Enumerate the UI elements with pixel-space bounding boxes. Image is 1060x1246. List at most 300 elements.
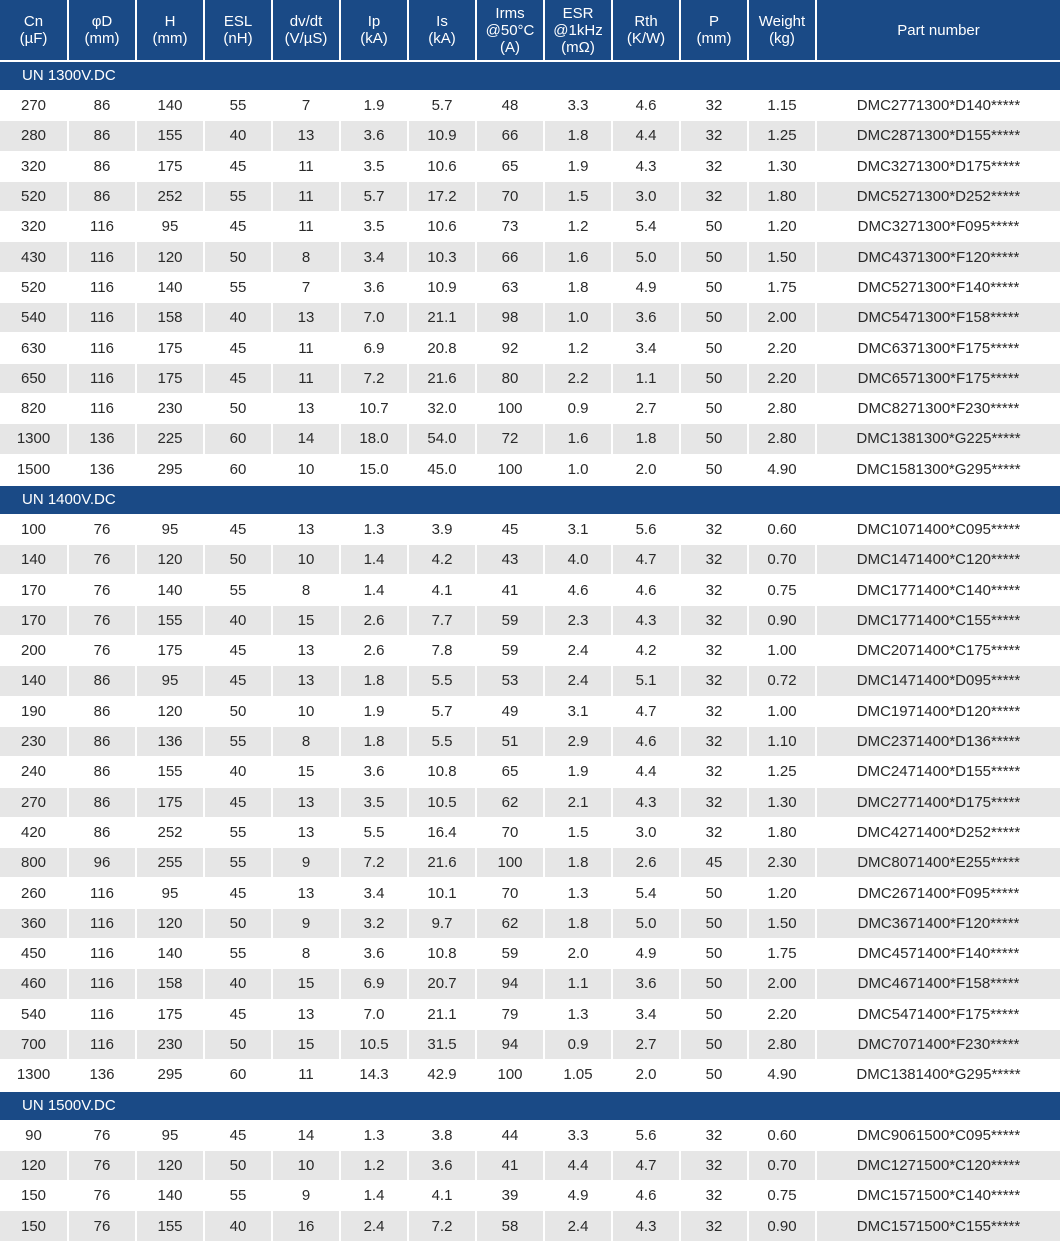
table-cell: 14 xyxy=(273,1120,341,1150)
table-cell: 50 xyxy=(681,968,749,998)
table-cell: 55 xyxy=(205,726,273,756)
table-cell: 10.9 xyxy=(409,272,477,302)
table-cell: 44 xyxy=(477,1120,545,1150)
table-cell: 800 xyxy=(0,847,69,877)
table-cell: 45 xyxy=(205,332,273,362)
table-cell: 1.5 xyxy=(545,817,613,847)
table-cell: 155 xyxy=(137,120,205,150)
table-cell: 116 xyxy=(69,999,137,1029)
table-cell: 4.3 xyxy=(613,787,681,817)
table-cell: 252 xyxy=(137,817,205,847)
table-cell: 1.4 xyxy=(341,574,409,604)
part-number-cell: DMC2471400*D155***** xyxy=(817,756,1060,786)
table-cell: 116 xyxy=(69,272,137,302)
table-cell: 80 xyxy=(477,363,545,393)
table-cell: 45 xyxy=(477,514,545,544)
table-cell: 92 xyxy=(477,332,545,362)
table-cell: 2.7 xyxy=(613,1029,681,1059)
table-cell: 1.9 xyxy=(341,90,409,120)
table-cell: 5.7 xyxy=(341,181,409,211)
table-cell: 10.6 xyxy=(409,151,477,181)
table-cell: 1.3 xyxy=(545,877,613,907)
table-cell: 3.3 xyxy=(545,90,613,120)
table-cell: 9 xyxy=(273,908,341,938)
table-cell: 116 xyxy=(69,908,137,938)
part-number-cell: DMC2871300*D155***** xyxy=(817,120,1060,150)
table-cell: 1.9 xyxy=(545,756,613,786)
table-cell: 50 xyxy=(681,211,749,241)
table-cell: 4.90 xyxy=(749,454,817,484)
table-cell: 2.2 xyxy=(545,363,613,393)
table-cell: 10.8 xyxy=(409,938,477,968)
table-cell: 0.75 xyxy=(749,574,817,604)
table-cell: 116 xyxy=(69,393,137,423)
table-cell: 2.00 xyxy=(749,968,817,998)
table-cell: 21.6 xyxy=(409,847,477,877)
table-cell: 136 xyxy=(69,454,137,484)
table-cell: 55 xyxy=(205,1180,273,1210)
table-cell: 76 xyxy=(69,544,137,574)
column-header: Part number xyxy=(817,0,1060,60)
table-cell: 0.60 xyxy=(749,514,817,544)
table-cell: 40 xyxy=(205,1210,273,1240)
table-cell: 11 xyxy=(273,1059,341,1089)
table-cell: 45 xyxy=(205,363,273,393)
table-cell: 8 xyxy=(273,938,341,968)
table-cell: 5.4 xyxy=(613,877,681,907)
table-cell: 32 xyxy=(681,726,749,756)
table-cell: 1.4 xyxy=(341,1180,409,1210)
table-cell: 76 xyxy=(69,605,137,635)
column-header: Weight (kg) xyxy=(749,0,817,60)
table-cell: 11 xyxy=(273,363,341,393)
table-cell: 4.9 xyxy=(613,938,681,968)
table-cell: 4.2 xyxy=(613,635,681,665)
table-cell: 8 xyxy=(273,726,341,756)
part-number-cell: DMC1771400*C155***** xyxy=(817,605,1060,635)
table-cell: 2.3 xyxy=(545,605,613,635)
table-cell: 230 xyxy=(0,726,69,756)
table-cell: 3.9 xyxy=(409,514,477,544)
table-cell: 3.5 xyxy=(341,151,409,181)
part-number-cell: DMC6571300*F175***** xyxy=(817,363,1060,393)
part-number-cell: DMC5471400*F175***** xyxy=(817,999,1060,1029)
table-cell: 175 xyxy=(137,332,205,362)
table-cell: 5.6 xyxy=(613,1120,681,1150)
table-cell: 3.4 xyxy=(613,999,681,1029)
table-cell: 3.1 xyxy=(545,696,613,726)
table-cell: 95 xyxy=(137,514,205,544)
part-number-cell: DMC7071400*F230***** xyxy=(817,1029,1060,1059)
table-cell: 54.0 xyxy=(409,423,477,453)
table-cell: 4.4 xyxy=(613,120,681,150)
table-cell: 11 xyxy=(273,211,341,241)
table-cell: 32 xyxy=(681,665,749,695)
table-cell: 4.1 xyxy=(409,574,477,604)
table-cell: 2.20 xyxy=(749,363,817,393)
table-cell: 6.9 xyxy=(341,968,409,998)
table-cell: 45 xyxy=(205,635,273,665)
table-cell: 55 xyxy=(205,574,273,604)
table-cell: 7.0 xyxy=(341,302,409,332)
table-cell: 65 xyxy=(477,756,545,786)
table-cell: 10.3 xyxy=(409,241,477,271)
table-cell: 230 xyxy=(137,393,205,423)
table-cell: 76 xyxy=(69,574,137,604)
table-cell: 3.3 xyxy=(545,1120,613,1150)
table-cell: 155 xyxy=(137,1210,205,1240)
table-cell: 55 xyxy=(205,938,273,968)
table-cell: 45 xyxy=(205,514,273,544)
table-cell: 10.5 xyxy=(409,787,477,817)
table-cell: 49 xyxy=(477,696,545,726)
table-cell: 1.5 xyxy=(545,181,613,211)
table-cell: 79 xyxy=(477,999,545,1029)
table-cell: 72 xyxy=(477,423,545,453)
table-cell: 4.9 xyxy=(613,272,681,302)
table-cell: 240 xyxy=(0,756,69,786)
column-header: Irms @50°C (A) xyxy=(477,0,545,60)
table-cell: 175 xyxy=(137,363,205,393)
table-cell: 40 xyxy=(205,120,273,150)
part-number-cell: DMC1471400*C120***** xyxy=(817,544,1060,574)
table-cell: 7.0 xyxy=(341,999,409,1029)
table-cell: 116 xyxy=(69,332,137,362)
table-cell: 45 xyxy=(205,211,273,241)
part-number-cell: DMC1971400*D120***** xyxy=(817,696,1060,726)
table-cell: 2.6 xyxy=(613,847,681,877)
table-cell: 2.0 xyxy=(613,454,681,484)
table-cell: 60 xyxy=(205,454,273,484)
table-cell: 32 xyxy=(681,1210,749,1240)
table-cell: 0.9 xyxy=(545,393,613,423)
table-cell: 252 xyxy=(137,181,205,211)
table-cell: 31.5 xyxy=(409,1029,477,1059)
table-cell: 2.20 xyxy=(749,999,817,1029)
table-cell: 5.5 xyxy=(341,817,409,847)
table-cell: 48 xyxy=(477,90,545,120)
table-cell: 1.3 xyxy=(545,999,613,1029)
table-cell: 13 xyxy=(273,787,341,817)
table-cell: 1.00 xyxy=(749,696,817,726)
table-cell: 32 xyxy=(681,514,749,544)
table-cell: 520 xyxy=(0,181,69,211)
table-cell: 21.1 xyxy=(409,302,477,332)
table-cell: 175 xyxy=(137,635,205,665)
table-cell: 4.4 xyxy=(545,1150,613,1180)
table-cell: 4.6 xyxy=(613,574,681,604)
table-cell: 76 xyxy=(69,1150,137,1180)
table-cell: 50 xyxy=(205,393,273,423)
table-cell: 120 xyxy=(137,544,205,574)
table-cell: 45 xyxy=(681,847,749,877)
table-cell: 1.9 xyxy=(545,151,613,181)
column-header: H (mm) xyxy=(137,0,205,60)
part-number-cell: DMC5271300*D252***** xyxy=(817,181,1060,211)
table-cell: 50 xyxy=(681,241,749,271)
table-cell: 10.1 xyxy=(409,877,477,907)
table-cell: 45 xyxy=(205,999,273,1029)
table-cell: 86 xyxy=(69,181,137,211)
table-cell: 4.7 xyxy=(613,1150,681,1180)
table-cell: 32 xyxy=(681,1120,749,1150)
table-cell: 43 xyxy=(477,544,545,574)
table-cell: 3.4 xyxy=(341,241,409,271)
table-cell: 95 xyxy=(137,1120,205,1150)
table-cell: 9 xyxy=(273,1180,341,1210)
table-cell: 3.1 xyxy=(545,514,613,544)
table-cell: 10.5 xyxy=(341,1029,409,1059)
table-cell: 540 xyxy=(0,999,69,1029)
part-number-cell: DMC1571500*C140***** xyxy=(817,1180,1060,1210)
table-cell: 320 xyxy=(0,211,69,241)
table-cell: 32 xyxy=(681,817,749,847)
table-cell: 50 xyxy=(205,241,273,271)
table-cell: 4.2 xyxy=(409,544,477,574)
table-cell: 3.6 xyxy=(409,1150,477,1180)
part-number-cell: DMC3271300*D175***** xyxy=(817,151,1060,181)
table-cell: 18.0 xyxy=(341,423,409,453)
table-cell: 6.9 xyxy=(341,332,409,362)
table-cell: 270 xyxy=(0,90,69,120)
table-cell: 13 xyxy=(273,393,341,423)
table-cell: 700 xyxy=(0,1029,69,1059)
table-cell: 1.05 xyxy=(545,1059,613,1089)
table-cell: 10 xyxy=(273,696,341,726)
table-cell: 59 xyxy=(477,605,545,635)
table-cell: 13 xyxy=(273,302,341,332)
table-cell: 62 xyxy=(477,787,545,817)
table-cell: 150 xyxy=(0,1210,69,1240)
table-cell: 1300 xyxy=(0,1059,69,1089)
table-cell: 2.7 xyxy=(613,393,681,423)
table-cell: 3.2 xyxy=(341,908,409,938)
table-cell: 2.4 xyxy=(545,635,613,665)
table-cell: 32 xyxy=(681,605,749,635)
table-cell: 98 xyxy=(477,302,545,332)
table-cell: 50 xyxy=(681,454,749,484)
table-cell: 3.6 xyxy=(341,756,409,786)
table-cell: 136 xyxy=(137,726,205,756)
table-cell: 9.7 xyxy=(409,908,477,938)
table-cell: 90 xyxy=(0,1120,69,1150)
table-cell: 120 xyxy=(137,1150,205,1180)
table-cell: 45 xyxy=(205,877,273,907)
table-cell: 120 xyxy=(137,908,205,938)
part-number-cell: DMC4671400*F158***** xyxy=(817,968,1060,998)
table-cell: 1.10 xyxy=(749,726,817,756)
table-cell: 116 xyxy=(69,302,137,332)
table-cell: 15 xyxy=(273,605,341,635)
table-cell: 120 xyxy=(0,1150,69,1180)
table-cell: 1.75 xyxy=(749,272,817,302)
table-cell: 1.20 xyxy=(749,211,817,241)
table-cell: 1.8 xyxy=(545,847,613,877)
table-cell: 15.0 xyxy=(341,454,409,484)
table-cell: 4.7 xyxy=(613,544,681,574)
table-cell: 1.80 xyxy=(749,817,817,847)
part-number-cell: DMC1581300*G295***** xyxy=(817,454,1060,484)
table-cell: 200 xyxy=(0,635,69,665)
table-cell: 116 xyxy=(69,1029,137,1059)
table-cell: 13 xyxy=(273,999,341,1029)
table-cell: 32 xyxy=(681,120,749,150)
table-cell: 10 xyxy=(273,544,341,574)
table-cell: 158 xyxy=(137,968,205,998)
table-cell: 136 xyxy=(69,423,137,453)
table-cell: 650 xyxy=(0,363,69,393)
table-cell: 95 xyxy=(137,211,205,241)
table-cell: 32.0 xyxy=(409,393,477,423)
table-cell: 1.1 xyxy=(613,363,681,393)
table-cell: 16.4 xyxy=(409,817,477,847)
table-cell: 0.90 xyxy=(749,605,817,635)
table-cell: 15 xyxy=(273,968,341,998)
table-cell: 86 xyxy=(69,817,137,847)
table-cell: 11 xyxy=(273,181,341,211)
table-cell: 40 xyxy=(205,302,273,332)
table-cell: 76 xyxy=(69,635,137,665)
part-number-cell: DMC1471400*D095***** xyxy=(817,665,1060,695)
table-cell: 3.5 xyxy=(341,211,409,241)
table-cell: 7.2 xyxy=(409,1210,477,1240)
table-cell: 86 xyxy=(69,756,137,786)
table-cell: 136 xyxy=(69,1059,137,1089)
table-cell: 9 xyxy=(273,847,341,877)
table-cell: 7.2 xyxy=(341,847,409,877)
table-cell: 1.8 xyxy=(545,272,613,302)
table-cell: 5.7 xyxy=(409,696,477,726)
table-cell: 32 xyxy=(681,756,749,786)
table-cell: 155 xyxy=(137,756,205,786)
table-cell: 32 xyxy=(681,181,749,211)
table-cell: 2.00 xyxy=(749,302,817,332)
table-cell: 3.6 xyxy=(613,968,681,998)
table-cell: 5.5 xyxy=(409,665,477,695)
table-cell: 10.6 xyxy=(409,211,477,241)
table-cell: 140 xyxy=(137,938,205,968)
table-cell: 1.0 xyxy=(545,302,613,332)
table-cell: 62 xyxy=(477,908,545,938)
table-cell: 11 xyxy=(273,332,341,362)
table-cell: 3.4 xyxy=(613,332,681,362)
table-cell: 32 xyxy=(681,1150,749,1180)
table-cell: 95 xyxy=(137,665,205,695)
table-cell: 4.6 xyxy=(613,1180,681,1210)
table-cell: 460 xyxy=(0,968,69,998)
table-cell: 40 xyxy=(205,605,273,635)
table-cell: 1.9 xyxy=(341,696,409,726)
table-cell: 45 xyxy=(205,665,273,695)
table-cell: 4.3 xyxy=(613,605,681,635)
table-cell: 50 xyxy=(205,1029,273,1059)
section-header: UN 1400V.DC xyxy=(0,486,1060,514)
part-number-cell: DMC2671400*F095***** xyxy=(817,877,1060,907)
table-cell: 13 xyxy=(273,635,341,665)
table-cell: 155 xyxy=(137,605,205,635)
table-cell: 40 xyxy=(205,756,273,786)
part-number-cell: DMC5271300*F140***** xyxy=(817,272,1060,302)
table-cell: 2.9 xyxy=(545,726,613,756)
table-cell: 50 xyxy=(205,908,273,938)
table-cell: 86 xyxy=(69,151,137,181)
part-number-cell: DMC9061500*C095***** xyxy=(817,1120,1060,1150)
table-cell: 1.0 xyxy=(545,454,613,484)
table-cell: 66 xyxy=(477,241,545,271)
table-cell: 0.90 xyxy=(749,1210,817,1240)
table-cell: 1.20 xyxy=(749,877,817,907)
part-number-cell: DMC8071400*E255***** xyxy=(817,847,1060,877)
table-cell: 13 xyxy=(273,665,341,695)
table-cell: 0.9 xyxy=(545,1029,613,1059)
table-cell: 420 xyxy=(0,817,69,847)
table-cell: 50 xyxy=(681,393,749,423)
table-cell: 1300 xyxy=(0,423,69,453)
part-number-cell: DMC3671400*F120***** xyxy=(817,908,1060,938)
table-cell: 140 xyxy=(0,544,69,574)
table-cell: 360 xyxy=(0,908,69,938)
table-cell: 170 xyxy=(0,574,69,604)
table-cell: 120 xyxy=(137,241,205,271)
table-cell: 7.7 xyxy=(409,605,477,635)
column-header: ESL (nH) xyxy=(205,0,273,60)
table-cell: 86 xyxy=(69,726,137,756)
table-cell: 50 xyxy=(681,423,749,453)
table-cell: 20.7 xyxy=(409,968,477,998)
table-cell: 50 xyxy=(681,332,749,362)
table-cell: 45 xyxy=(205,787,273,817)
part-number-cell: DMC1381300*G225***** xyxy=(817,423,1060,453)
column-header: φD (mm) xyxy=(69,0,137,60)
table-cell: 59 xyxy=(477,938,545,968)
table-cell: 0.70 xyxy=(749,544,817,574)
table-cell: 4.3 xyxy=(613,151,681,181)
table-cell: 76 xyxy=(69,1120,137,1150)
table-cell: 45 xyxy=(205,151,273,181)
table-cell: 3.6 xyxy=(341,272,409,302)
table-cell: 320 xyxy=(0,151,69,181)
table-cell: 1.80 xyxy=(749,181,817,211)
table-cell: 4.6 xyxy=(613,726,681,756)
table-cell: 94 xyxy=(477,968,545,998)
table-cell: 295 xyxy=(137,454,205,484)
table-cell: 50 xyxy=(681,1029,749,1059)
part-number-cell: DMC2371400*D136***** xyxy=(817,726,1060,756)
table-cell: 5.4 xyxy=(613,211,681,241)
table-cell: 140 xyxy=(137,574,205,604)
part-number-cell: DMC4271400*D252***** xyxy=(817,817,1060,847)
table-cell: 15 xyxy=(273,1029,341,1059)
table-cell: 1.6 xyxy=(545,241,613,271)
table-cell: 50 xyxy=(681,363,749,393)
table-cell: 5.1 xyxy=(613,665,681,695)
table-cell: 50 xyxy=(681,908,749,938)
table-cell: 255 xyxy=(137,847,205,877)
column-header: Rth (K/W) xyxy=(613,0,681,60)
table-cell: 116 xyxy=(69,211,137,241)
table-cell: 820 xyxy=(0,393,69,423)
table-cell: 2.80 xyxy=(749,393,817,423)
part-number-cell: DMC1071400*C095***** xyxy=(817,514,1060,544)
table-cell: 32 xyxy=(681,1180,749,1210)
table-cell: 32 xyxy=(681,90,749,120)
table-cell: 0.72 xyxy=(749,665,817,695)
table-cell: 450 xyxy=(0,938,69,968)
table-cell: 63 xyxy=(477,272,545,302)
table-cell: 2.80 xyxy=(749,423,817,453)
table-cell: 140 xyxy=(137,272,205,302)
table-cell: 32 xyxy=(681,696,749,726)
